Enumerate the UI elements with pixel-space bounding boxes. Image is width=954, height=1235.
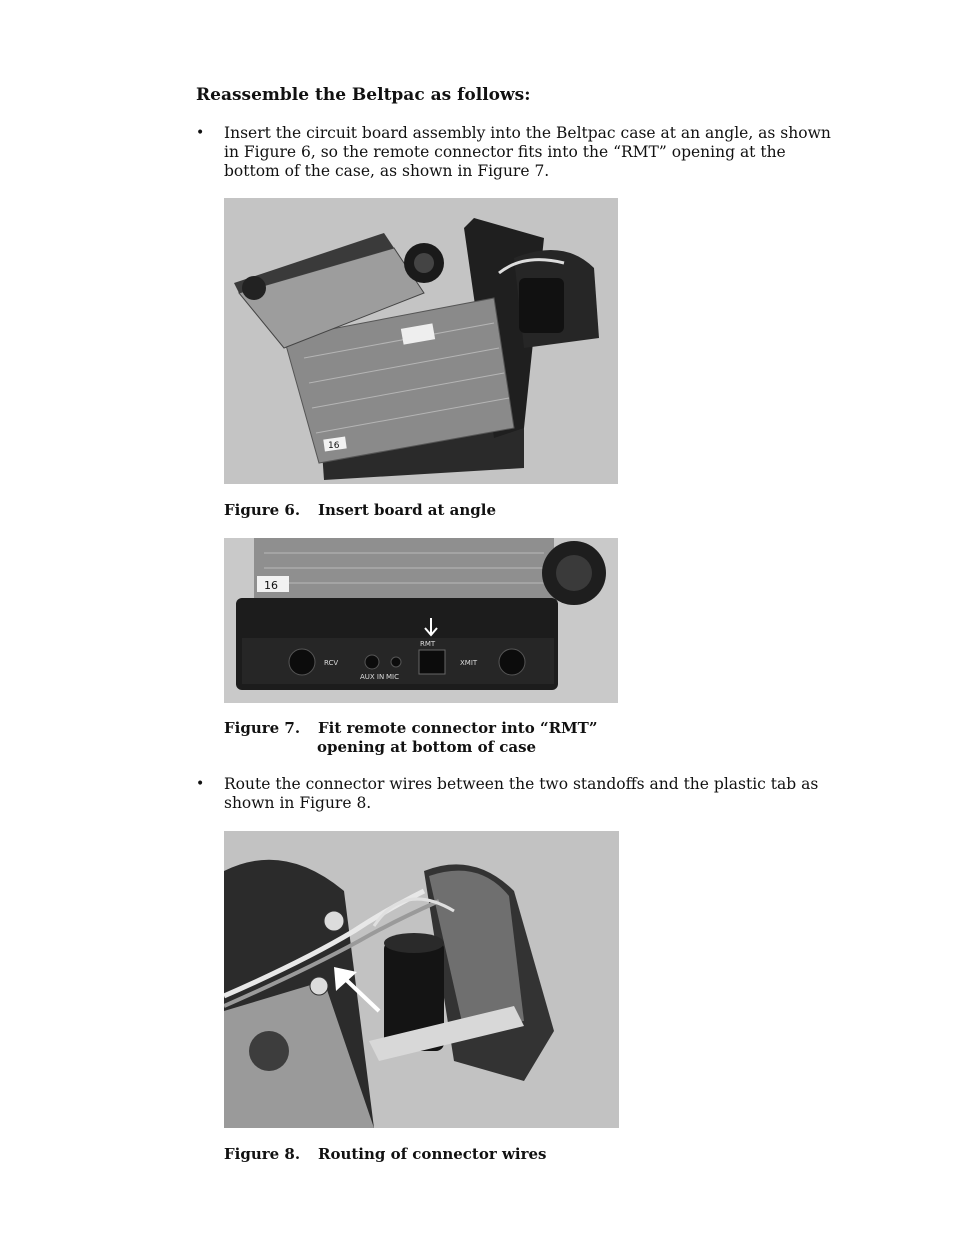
fig7-board-tag: 16 — [264, 579, 278, 592]
figure-6-caption-text: Insert board at angle — [318, 501, 497, 519]
section-heading: Reassemble the Beltpac as follows: — [196, 85, 531, 105]
figure-6-photo — [224, 198, 618, 484]
fig7-port-label-rcv: RCV — [324, 659, 339, 667]
figure-7-caption — [224, 719, 597, 757]
figure-8-photo — [224, 831, 619, 1128]
bullet-text-route-wires: Route the connector wires between the two standoffs and the plastic tab as shown in Figure 8. — [224, 775, 819, 812]
fig7-port-label-aux-in: AUX IN — [360, 673, 385, 681]
bullet-marker: • — [196, 125, 205, 141]
figure-8-number: Figure 8. — [224, 1145, 301, 1163]
figure-8-caption — [224, 1145, 547, 1164]
figure-7-number: Figure 7. — [224, 719, 301, 737]
fig7-port-label-xmit: XMIT — [460, 659, 478, 667]
bullet-text-insert-board: Insert the circuit board assembly into the Beltpac case at an angle, as shown in Figure 6, so the remote connector fits into the “RMT” opening at the bottom of the case, as shown in Figure 7. — [224, 124, 831, 180]
figure-7-caption-line2: opening at bottom of case — [317, 738, 537, 756]
fig7-port-label-mic: MIC — [386, 673, 399, 681]
bullet-marker: • — [196, 776, 205, 792]
figure-8-caption-text: Routing of connector wires — [318, 1145, 547, 1163]
figure-6-number: Figure 6. — [224, 501, 301, 519]
figure-6-caption — [224, 501, 496, 520]
fig6-board-tag: 16 — [328, 441, 340, 451]
fig7-port-label-rmt: RMT — [420, 640, 436, 648]
figure-7-caption-text: Fit remote connector into “RMT” — [318, 719, 598, 737]
figure-7-photo — [224, 538, 618, 703]
